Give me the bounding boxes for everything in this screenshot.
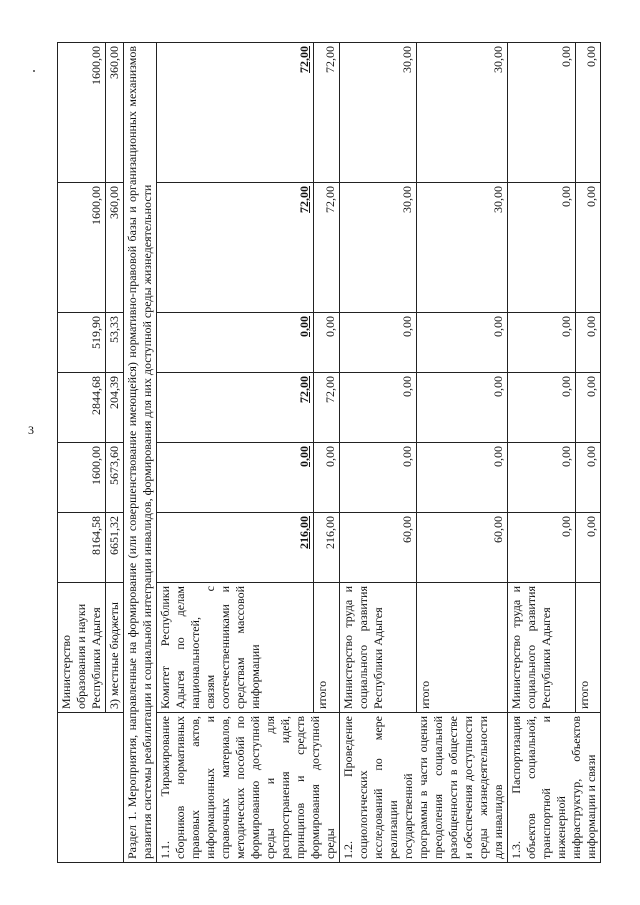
amount: 0,00 [157, 313, 314, 373]
total-amount: 0,00 [575, 43, 600, 183]
total-amount: 60,00 [417, 513, 508, 583]
amount: 0,00 [508, 373, 576, 443]
total-amount: 216,00 [313, 513, 339, 583]
total-amount: 30,00 [417, 43, 508, 183]
amount: 0,00 [340, 443, 417, 513]
total-amount: 72,00 [313, 373, 339, 443]
top-empty-cell [58, 713, 124, 863]
total-label: итого [575, 583, 600, 713]
funding-value: 2844,68 [58, 373, 106, 443]
page-number: 3 [28, 423, 34, 437]
amount: 0,00 [508, 313, 576, 373]
total-amount: 30,00 [417, 183, 508, 313]
funding-value: 8164,58 [58, 513, 106, 583]
total-amount: 0,00 [313, 313, 339, 373]
amount: 0,00 [508, 183, 576, 313]
executor: Комитет Республики Адыгея по делам национальностей, связям с соотечественниками и средствам массовой информации [157, 583, 314, 713]
local-value: 360,00 [106, 43, 124, 183]
executor: Министерство труда и социального развития Республики Адыгея [340, 583, 417, 713]
local-budget-label: 3) местные бюджеты [106, 583, 124, 713]
local-value: 6651,32 [106, 513, 124, 583]
section-title-row [124, 43, 157, 863]
total-amount: 0,00 [417, 313, 508, 373]
activity-row [508, 43, 576, 863]
funding-row [58, 43, 106, 863]
funding-value: 1600,00 [58, 43, 106, 183]
scan-speck [33, 70, 35, 72]
activity-row [340, 43, 417, 863]
activity-description: 1.3. Паспортизация объектов социальной, транспортной и инженерной инфраструктур, объектов информации и связи [508, 713, 601, 863]
activity-description: 1.2. Проведение социологических исследований по мере реализации государственной программы в части оценки преодоления социальной разобщенности в обществе и обеспечения доступности среды жизнедеятельности для инвалидов [340, 713, 508, 863]
total-amount: 0,00 [575, 313, 600, 373]
local-value: 5673,60 [106, 443, 124, 513]
amount: 72,00 [157, 373, 314, 443]
total-amount: 0,00 [417, 443, 508, 513]
amount: 30,00 [340, 183, 417, 313]
activity-description: 1.1. Тиражирование сборников нормативных правовых актов, информационных и справочных материалов, методических пособий по формированию доступной среды и для распространения идей, принципов и средств формирования доступной среды [157, 713, 340, 863]
local-value: 53,33 [106, 313, 124, 373]
total-amount: 0,00 [575, 443, 600, 513]
amount: 0,00 [508, 43, 576, 183]
funding-label: Министерство образования и науки Республики Адыгея [58, 583, 106, 713]
total-label: итого [417, 583, 508, 713]
amount: 72,00 [157, 43, 314, 183]
amount: 72,00 [157, 183, 314, 313]
amount: 0,00 [157, 443, 314, 513]
section-title: Раздел 1. Мероприятия, направленные на формирование (или совершенствование имеющейся) нормативно-правовой базы и организационных механизмов развития системы реабилитации и социальной интеграции инвалидов, формирования для них доступной среды жизнедеятельности [124, 43, 157, 863]
amount: 0,00 [508, 513, 576, 583]
funding-value: 1600,00 [58, 183, 106, 313]
funding-value: 1600,00 [58, 443, 106, 513]
local-value: 360,00 [106, 183, 124, 313]
total-amount: 0,00 [417, 373, 508, 443]
amount: 216,00 [157, 513, 314, 583]
total-amount: 72,00 [313, 43, 339, 183]
funding-value: 519,90 [58, 313, 106, 373]
amount: 30,00 [340, 43, 417, 183]
amount: 0,00 [340, 373, 417, 443]
executor: Министерство труда и социального развития Республики Адыгея [508, 583, 576, 713]
amount: 0,00 [340, 313, 417, 373]
total-amount: 0,00 [575, 183, 600, 313]
rotated-table-wrapper [57, 43, 598, 863]
total-amount: 0,00 [575, 513, 600, 583]
program-table [57, 42, 601, 863]
amount: 0,00 [508, 443, 576, 513]
total-amount: 0,00 [313, 443, 339, 513]
total-amount: 72,00 [313, 183, 339, 313]
amount: 60,00 [340, 513, 417, 583]
activity-row [157, 43, 314, 863]
local-value: 204,39 [106, 373, 124, 443]
total-label: итого [313, 583, 339, 713]
total-amount: 0,00 [575, 373, 600, 443]
